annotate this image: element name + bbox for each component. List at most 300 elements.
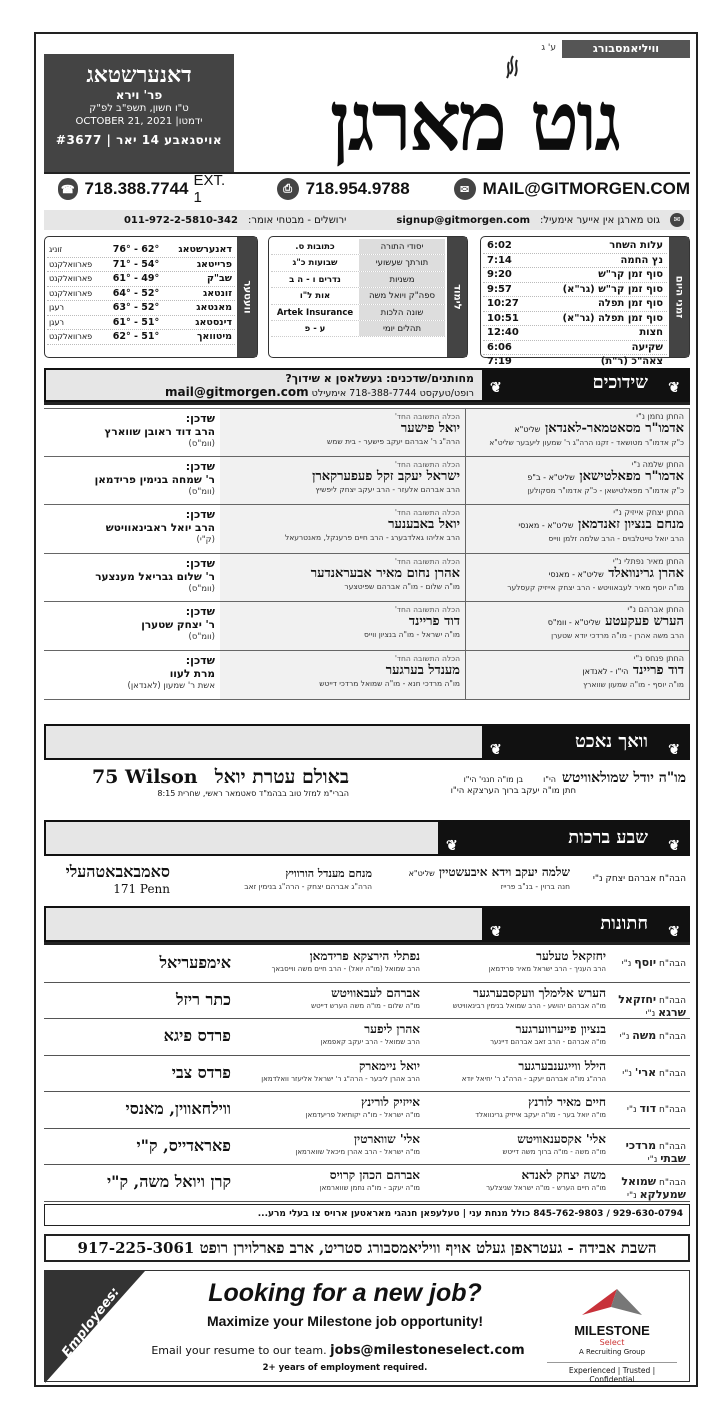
date-box [44, 54, 234, 172]
shidduchim-bar [44, 368, 690, 402]
wedding-kallah-cell [239, 1129, 424, 1165]
wedding-row [44, 946, 690, 983]
wedding-father: מרדכי שבתי [625, 1138, 686, 1165]
notice-strip: 929-630-0794 / 845-762-9803 כולל מנחת עני | טעלעפאן חנהגי מאראטען ארויס צו בעלי מרע... [44, 1204, 690, 1226]
wedding-chosson: בנציון פייערווערגער [515, 1022, 606, 1036]
kallah-father: הכלה התשובה החד' [394, 653, 460, 663]
kallah-cell [220, 651, 466, 699]
weather-day: מיטוואך [196, 331, 232, 342]
page-number: ע' ג [541, 43, 556, 53]
limud-value: אות ל"ו [299, 291, 331, 302]
rule [44, 942, 690, 945]
weather-condition: פארוואלקנט [49, 332, 93, 341]
lost-and-found: השבת אבידה - געטראפן געלט אויף וויליאמסבורג סטריט, ארב פארלוירן רופט 917-225-3061 [44, 1234, 690, 1262]
ad-requirement: 2+ years of employment required. [262, 1363, 428, 1373]
kallah-name: ישראל יעקב זקל פעפערקארן [312, 468, 460, 484]
email-address: MAIL@GITMORGEN.COM [482, 179, 690, 198]
chosson-name [471, 566, 684, 583]
zman-time: 10:51 [487, 312, 519, 324]
wedding-kallah: אלי' שווארטין [353, 1131, 420, 1146]
shadchan-cell [44, 505, 220, 553]
limud-key: משניות [359, 272, 445, 287]
chosson-cell [466, 554, 690, 602]
zman-row [483, 268, 667, 283]
wedding-father: דוד [639, 1102, 657, 1115]
sheva-chosson: שלמה יעקב וידא איבעשטיין שליט"א [408, 865, 570, 879]
brand-name: MILESTONE [574, 1323, 650, 1338]
kallah-cell [220, 409, 466, 456]
zman-row [483, 326, 667, 341]
sheva-bar [44, 820, 690, 856]
limud-list [271, 239, 445, 337]
chosson-name-text: מנחם בנציון זאנדמאן [578, 517, 684, 533]
weather-row [47, 258, 235, 273]
wedding-row [44, 1092, 690, 1129]
limud-row [271, 239, 445, 255]
chosson-name [471, 421, 684, 438]
weather-temp: 63° - 52° [112, 302, 160, 313]
weather-day: מאנטאג [196, 302, 232, 313]
ad-tab: Employees: [59, 1284, 123, 1361]
zman-label: צאה"כ (ר"ת) [600, 356, 663, 367]
wedding-chosson-sub: הרב העניך - הרב ישראל מאיר פרידמאן [488, 965, 606, 973]
shadchan-name: ר' שלום גבריאל מענצער [95, 570, 215, 583]
weddings-title: חתונות ❦ ❦ [482, 908, 688, 940]
weather-tab: וועטער [237, 237, 257, 357]
limud-key: יסודי התורה [359, 239, 445, 254]
shidduch-row [44, 408, 690, 457]
kallah-sub: מו"ה שלום - מו"ה אברהם שפיטצער [344, 581, 460, 591]
wedding-chosson-cell [424, 983, 610, 1019]
zman-row [483, 239, 667, 254]
wedding-kallah: יואל ניימארק [358, 1058, 420, 1073]
wedding-row [44, 1129, 690, 1166]
kallah-father: הכלה התשובה החד' [394, 412, 460, 421]
zmanim-list [483, 239, 667, 370]
weather-day: דאנערשטאג [178, 244, 232, 255]
vachnacht-hall: באולם עטרת יואל [214, 766, 349, 788]
chosson-suffix: שליט"א [514, 425, 541, 434]
chosson-suffix: שליט"א - מאנסי [548, 569, 604, 579]
signup-text: גוט מארגן אין אייער אימעיל: [540, 214, 660, 226]
limud-row [271, 288, 445, 304]
zmanim-box [480, 236, 690, 367]
chosson-father: החתן שלמה נ"י [631, 459, 684, 469]
shadchan-name: ר' יצחק שטערן [141, 619, 215, 632]
shidduch-row [44, 457, 690, 506]
kallah-name: יואל פישער [400, 421, 460, 436]
wedding-kallah-cell [239, 983, 424, 1019]
zman-time: 7:19 [487, 356, 512, 367]
wedding-kallah-sub: הרב שמואל - הרב יעקב קאפמאן [320, 1038, 420, 1046]
chosson-suffix: הי"ו - לאנדאן [582, 666, 629, 676]
limud-key: תורתך שעשועי [359, 255, 445, 270]
zman-row [483, 297, 667, 312]
milestone-logo [547, 1285, 677, 1384]
chosson-father: החתן יצחק אייזיק נ"י [613, 508, 684, 518]
shidduch-row [44, 651, 690, 700]
zman-label: סוף זמן קר"ש (גר"א) [562, 283, 663, 295]
shadchan-cell [44, 651, 220, 699]
chosson-name-text: הערש פעקעטע [605, 614, 684, 630]
wedding-chosson: חיים מאיר לורנץ [528, 1095, 606, 1109]
kallah-name: מענדל בערגער [385, 662, 460, 678]
rule [44, 402, 690, 405]
israel-label: ירושלים - מבטחי אומר: [247, 214, 347, 226]
shadchan-name: הרב יואל ראבינאוויטש [105, 522, 215, 535]
date-parsha: פר' וירא [115, 88, 163, 102]
shadchan-cell [44, 409, 220, 456]
vachnacht-location [44, 766, 349, 812]
kallah-cell [220, 457, 466, 505]
limud-box [268, 236, 468, 358]
fax-number: 718.954.9788 [305, 179, 410, 198]
shadchan-name: הרב דוד ראובן שווארץ [104, 426, 215, 438]
kallah-father: הכלה התשובה החד' [394, 556, 460, 566]
zman-time: 9:57 [487, 283, 512, 295]
weddings-bar [44, 906, 690, 942]
limud-row [271, 255, 445, 271]
fax-icon: ⎙ [277, 178, 299, 200]
weather-day: זונטאג [203, 287, 232, 299]
shadchan-name: מרת לעוו [169, 667, 215, 680]
zman-time: 12:40 [487, 327, 519, 338]
wedding-hall: קרן ויואל משה, ק"י [106, 1172, 231, 1191]
wedding-kallah-cell [239, 1165, 424, 1201]
ad-subheadline: Maximize your Milestone job opportunity! [206, 1313, 484, 1329]
weather-temp: 76° - 62° [112, 244, 160, 255]
chosson-cell [466, 651, 690, 699]
wedding-chosson: משה יצחק לאנדא [521, 1168, 606, 1182]
shadchan-label: שדכן: [185, 653, 215, 667]
zman-time: 6:06 [487, 341, 512, 353]
kallah-name: יואל באבענער [388, 517, 460, 533]
chosson-father: החתן פנחס נ"י [633, 653, 684, 663]
shidduch-row [44, 505, 690, 554]
date-english: OCTOBER 21, 2021 |ידמטו [75, 116, 203, 127]
wedding-father-cell: הבה"ח ארי' נ"י [622, 1065, 686, 1079]
shidduchim-title: שידוכים ❦ ❦ [482, 370, 688, 400]
kallah-sub: מו"ה מרדכי חנא - מו"ה שמואל מרדכי דייטש [319, 678, 460, 688]
weather-row [47, 301, 235, 316]
zman-label: סוף זמן תפלה (גר"א) [562, 312, 663, 324]
shidduch-row [44, 602, 690, 651]
signup-strip [44, 210, 690, 230]
wedding-kallah-sub: מו"ה ישראל - הרב אהרן מיכאל שווארמאן [295, 1147, 420, 1156]
zman-label: חצות [639, 327, 663, 338]
zman-time: 10:27 [487, 298, 519, 309]
wedding-chosson-sub: מו"ה משה - מו"ה ברוך משה דייטש [502, 1147, 606, 1156]
wedding-hall: כתר ריזל [175, 989, 231, 1009]
wedding-row [44, 1056, 690, 1093]
weather-condition: פארוואלקנט [49, 259, 93, 269]
limud-tab: לימוד [447, 237, 467, 357]
wedding-kallah-cell [239, 1092, 424, 1128]
chosson-cell [466, 602, 690, 650]
ornament-icon: ❦ [668, 742, 680, 758]
weather-day: פרייטאג [196, 258, 232, 270]
weather-day: שב"ק [207, 273, 232, 284]
zman-label: שקיעה [631, 341, 663, 353]
chosson-cell [466, 505, 690, 553]
zman-label: סוף זמן קר"ש [598, 269, 663, 280]
ornament-icon: ❦ [446, 838, 458, 854]
weather-row [47, 287, 235, 302]
city-tag: וויליאמסבורג [562, 40, 690, 58]
shadchan-label: שדכן: [185, 556, 215, 570]
wedding-father: יוסף [634, 956, 657, 969]
chosson-sub: מו"ה יוסף מאיר לעבאוויטש - הרב יצחק אייזיק קעסלער [507, 582, 684, 592]
newspaper-page [34, 32, 698, 1387]
wedding-chosson-sub: מו"ה חיים הערש - מו"ה ישראל שניצלער [486, 1184, 606, 1192]
chosson-sub: כ"ק אדמו"ר מטושאד - זקנו הרה"ג ר' שמעון ליעבער שליט"א [489, 438, 684, 447]
zman-row [483, 254, 667, 269]
zman-time: 6:02 [487, 240, 512, 251]
chosson-father: החתן נחמן נ"י [636, 412, 684, 421]
limud-value: כתובות ס. [295, 242, 335, 252]
wedding-father-cell: הבה"ח יחזקאל שרגא נ"י [618, 992, 686, 1019]
ad-email-line: Email your resume to our team. jobs@milestoneselect.com [151, 1343, 525, 1358]
ad-headline: Looking for a new job? [208, 1279, 482, 1307]
sheva-chosson-sub: חנה ברוין - בנ"ב פרייז [500, 882, 570, 891]
chosson-suffix: שליט"א - מאנסי [518, 521, 574, 531]
zman-time: 9:20 [487, 269, 512, 280]
wedding-chosson-cell [424, 1019, 610, 1055]
ornament-icon: ❦ [668, 838, 680, 854]
weather-temp: 61° - 51° [112, 316, 160, 328]
kallah-name: דוד פריינד [408, 614, 460, 630]
shadchan-cell [44, 457, 220, 505]
shadchan-label: שדכן: [185, 508, 215, 522]
vachnacht-address: 75 Wilson [91, 766, 198, 788]
ornament-icon: ❦ [490, 742, 502, 758]
kallah-sub: מו"ה ישראל - מו"ה בנציון ווייס [364, 630, 460, 640]
ornament-icon: ❦ [668, 924, 680, 940]
weather-day: דינסטאג [195, 316, 232, 328]
date-day: דאנערשטאג [86, 62, 192, 88]
weather-condition: רעגן [49, 303, 64, 312]
wedding-kallah-cell [239, 1019, 424, 1055]
kallah-sub: הרב אליהו גאלדבערג - הרב חיים פרענקל, מאנטרעאל [284, 533, 460, 543]
wedding-row [44, 1019, 690, 1056]
ornament-icon: ❦ [490, 924, 502, 940]
vachnacht-title: וואך נאכט ❦ ❦ [482, 726, 688, 758]
wedding-hall: פרדס צבי [171, 1062, 231, 1082]
wedding-father-cell: הבה"ח משה נ"י [619, 1029, 686, 1042]
vachnacht-grandfather2: חתן מו"ה יעקב ברוך הערצקא הי"ו [450, 786, 576, 796]
chosson-name-text: אהרן גרינוואלד [608, 565, 684, 581]
wedding-chosson-cell [424, 1129, 610, 1165]
milestone-ad [44, 1270, 690, 1382]
email-contact[interactable] [454, 178, 690, 200]
chosson-name-text: דוד פריינד [632, 662, 684, 678]
wedding-hall: ווילחאווין, מאנסי [125, 1099, 231, 1118]
wedding-kallah-sub: הרב אהרן ליבער - הרה"ג ר' ישראל אליעזר וואלדמאן [261, 1074, 420, 1083]
wedding-hall: אימפעריאל [159, 953, 231, 972]
vachnacht-father: מו"ה יודל שמולאוויטש [561, 770, 686, 786]
wedding-chosson-sub: הרה"ג מו"ה אברהם יעקב - הרה"ג ר' יחיאל יודא [461, 1074, 606, 1083]
vachnacht-entry: מו"ה יודל שמולאוויטש הי"ו בן מו"ה חנני' הי"ו חתן מו"ה יעקב ברוך הערצקא הי"ו באולם עטרת יואל 75 Wilson הברי"מ למזל טוב בבהמ"ד סאטמאר ראשי, שחרית 8:15 [44, 766, 690, 812]
shadchan-city: (ק"י) [196, 535, 215, 546]
weather-row [47, 243, 235, 258]
wedding-chosson-sub: מו"ה אברהם - הרב זאב אברהם דיינער [490, 1038, 606, 1046]
limud-value: Artek Insurance [276, 307, 354, 318]
chosson-name-text: אדמו"ר מפאלטישאן [579, 468, 684, 484]
wedding-row [44, 1165, 690, 1202]
ad-email[interactable]: jobs@milestoneselect.com [330, 1343, 525, 1358]
limud-key: ספה"ק ויואל משה [359, 288, 445, 303]
wedding-kallah-sub: מו"ה ישראל - מו"ה יקותיאל פריעדמאן [305, 1111, 420, 1119]
mail-circle-icon: ✉ [670, 213, 684, 227]
wedding-chosson: הילל ווייגענבערגער [518, 1058, 606, 1073]
zman-row [483, 341, 667, 356]
israel-phone: 011-972-2-5810-342 [123, 214, 238, 226]
date-hebrew: ט"ו חשון, תשפ"ב לפ"ק [89, 103, 189, 114]
phone-ext: EXT. 1 [193, 172, 226, 206]
wedding-kallah-cell [239, 946, 424, 982]
sheva-address: 171 Penn [113, 882, 170, 896]
chosson-suffix: שליט"א - וומ"ס [547, 618, 601, 628]
shadchan-label: שדכן: [185, 605, 215, 619]
wedding-kallah-sub: מו"ה שלום - מו"ה משה הערש דייטש [311, 1001, 420, 1010]
weddings-table [44, 946, 690, 1202]
wedding-chosson: הערש אלימלך וועקסבערגער [473, 985, 606, 1000]
wedding-kallah-sub: הרב שמואל (מו"ה יואל) - הרב חיים משה ווייסבאך [271, 965, 420, 973]
weather-temp: 64° - 52° [112, 287, 160, 299]
brand-motto: Experienced | Trusted | Confidential [547, 1362, 677, 1384]
ornament-icon: ❦ [490, 380, 502, 396]
chosson-cell [466, 409, 690, 456]
logo: גוט מארגן [329, 74, 619, 170]
kallah-sub: הרה"ג ר' אברהם יעקב פישער - בית שמש [326, 437, 460, 446]
limud-row [271, 305, 445, 321]
mail-icon: ✉ [454, 178, 476, 200]
wedding-kallah: אברהם לעבאוויטש [331, 985, 420, 1000]
zman-label: עלות השחר [609, 240, 663, 251]
chosson-sub: כ"ק אדמו"ר מפאלטישאן - כ"ק אדמו"ר מסקולען [527, 485, 684, 495]
issue-number: #3677 | אויסגאבע 14 יאר [55, 133, 223, 147]
limud-row [271, 272, 445, 288]
vachnacht-bar [44, 724, 690, 760]
weather-box [44, 236, 258, 358]
signup-email[interactable]: signup@gitmorgen.com [396, 214, 531, 226]
zman-row [483, 312, 667, 327]
chosson-name-text: אדמו"ר מסאטמאר-לאנדאן [544, 421, 684, 436]
shadchan-city: (וומ"ס) [188, 583, 215, 594]
vachnacht-grandfather: בן מו"ה חנני' הי"ו [463, 775, 524, 784]
fax-contact[interactable] [277, 178, 410, 200]
weather-condition: פארוואלקנט [49, 274, 93, 283]
wedding-chosson: אלי' אקסענאוויטש [517, 1131, 606, 1146]
phone-contact[interactable] [58, 172, 233, 206]
limud-value: ע - פ [304, 323, 326, 334]
limud-key: שונה הלכות [359, 305, 445, 320]
chosson-name [471, 469, 684, 486]
zman-label: נץ החמה [620, 254, 663, 266]
shadchan-name: ר' שמחה בנימין פרידמאן [94, 473, 215, 486]
kallah-father: הכלה התשובה החד' [394, 459, 460, 469]
wedding-kallah: אהרן ליפער [364, 1022, 420, 1036]
kallah-cell [220, 505, 466, 553]
wedding-father-cell: הבה"ח יוסף נ"י [621, 956, 686, 969]
shidduch-row [44, 554, 690, 603]
chosson-suffix: שליט"א - ב"פ [527, 472, 575, 482]
wedding-chosson: יחזקאל טעלער [536, 949, 606, 963]
wedding-father-cell: הבה"ח מרדכי שבתי נ"י [625, 1138, 686, 1165]
vachnacht-note: הברי"מ למזל טוב בבהמ"ד סאטמאר ראשי, שחרית 8:15 [157, 789, 349, 798]
sheva-entry [44, 862, 690, 898]
chosson-sub: הרב יואל טייטלבוים - הרב שלמה זלמן ווייס [548, 534, 684, 544]
ornament-icon: ❦ [668, 380, 680, 396]
zmanim-tab: זמני היום [669, 237, 689, 357]
wedding-hall: פרדס פיגא [163, 1026, 231, 1045]
wedding-father-cell: הבה"ח שמואל שמעלקא נ"י [621, 1175, 686, 1201]
kallah-name: אהרן נחום מאיר אבעראנדער [310, 565, 460, 581]
wedding-chosson-cell [424, 1092, 610, 1128]
shadchan-city: (וומ"ס) [188, 439, 215, 449]
limud-value: נדרים ו - ה ב [289, 274, 341, 285]
masthead [44, 40, 690, 172]
phone-icon: ☎ [58, 178, 78, 200]
shidduchim-grid [44, 408, 690, 700]
chosson-name [471, 517, 684, 534]
wedding-kallah: אייזיק לורינץ [361, 1095, 420, 1109]
kallah-cell [220, 602, 466, 650]
weather-temp: 61° - 49° [112, 273, 160, 284]
limud-key: תהלים יומי [359, 321, 445, 336]
wedding-kallah-sub: מו"ה יעקב - מו"ה נחמן שווארמאן [319, 1184, 420, 1192]
chosson-father: החתן אברהם נ"י [627, 605, 684, 615]
weather-condition: זוניג [49, 245, 63, 254]
shadchan-city: (וומ"ס) [188, 486, 215, 497]
shadchan-label: שדכן: [185, 412, 215, 425]
sheva-kallah-sub: הרה"ג אברהם יצחק - הרה"ג בנימין זאב [244, 882, 372, 891]
sheva-kallah: מנחם מענדל הורוויץ [285, 867, 372, 880]
sheva-hall: סאמבאבאטהעלי [65, 862, 170, 881]
weather-temp: 62° - 51° [112, 331, 160, 342]
chosson-cell [466, 457, 690, 505]
limud-value: שבועות כ"ג [292, 258, 338, 269]
kallah-father: הכלה התשובה החד' [394, 508, 460, 518]
weather-row [47, 272, 235, 287]
shadchan-cell [44, 602, 220, 650]
wedding-chosson-sub: מו"ה יואל בער - מו"ה יעקב אייזיק גרינוואלד [475, 1111, 606, 1119]
wedding-row [44, 983, 690, 1020]
weather-list [47, 243, 235, 345]
weather-condition: פארוואלקנט [49, 288, 93, 298]
chosson-name [471, 614, 684, 631]
shidduchim-tagline: מחותנים/שדכנים: געשלאסן א שידוך? רופט/טעקסט 718-388-7744 אימעילט mail@gitmorgen.com [165, 372, 474, 399]
wedding-hall: פאראדייס, ק"י [136, 1135, 231, 1155]
milestone-logo-icon [577, 1285, 647, 1319]
limud-row [271, 321, 445, 337]
wedding-kallah: נפתלי הירצקא פרידמאן [309, 949, 420, 963]
sheva-chosson-father: הבה"ח אברהם יצחק נ"י [592, 874, 686, 884]
weather-row [47, 316, 235, 331]
kallah-sub: הרב אברהם אלעזר - הרב יעקב יצחק ליפשיץ [315, 484, 460, 494]
kallah-father: הכלה התשובה החד' [394, 605, 460, 615]
sheva-title: שבע ברכות ❦ ❦ [438, 822, 688, 854]
chosson-name [471, 663, 684, 680]
wedding-chosson-cell [424, 1165, 610, 1201]
weather-condition: רעגן [49, 317, 64, 327]
wedding-kallah: אברהם הכהן קרויס [329, 1168, 420, 1182]
wedding-father: יחזקאל שרגא [618, 992, 686, 1019]
chosson-sub: הרב משה אהרן - מו"ה מרדכי יודא שטערן [551, 631, 684, 641]
wedding-chosson-sub: מו"ה אברהם יהושע - הרב שמואל בנימין רבינאוויטש [452, 1001, 606, 1010]
brand-sub: Select [599, 1338, 625, 1347]
shadchan-city: אשת ר' שמעון (לאנדאן) [127, 680, 215, 691]
